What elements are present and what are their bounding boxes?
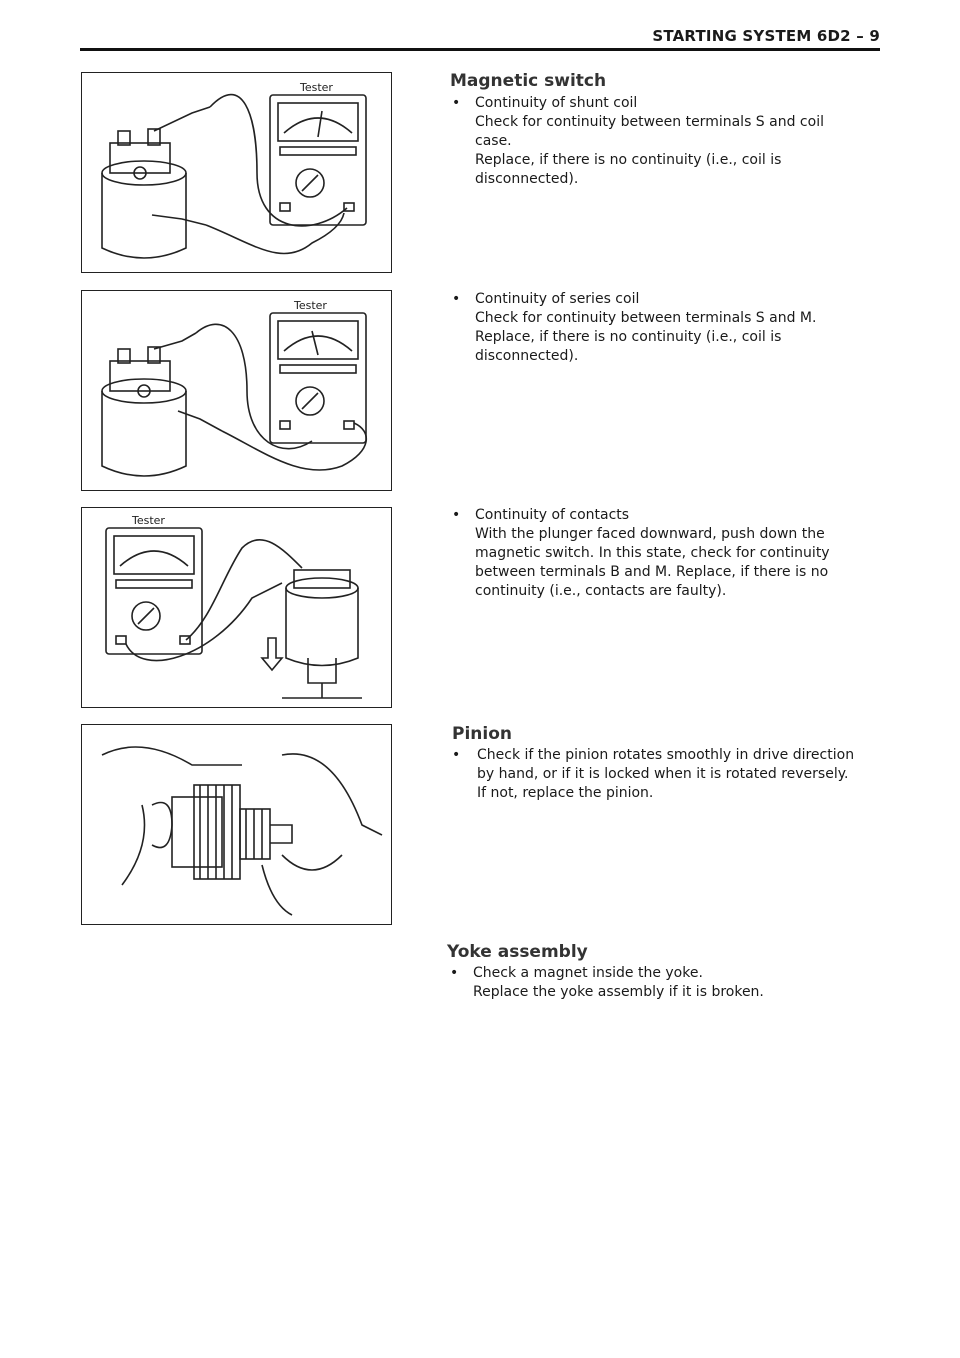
tester-label: Tester [132, 514, 165, 527]
shunt-coil-text [475, 94, 824, 189]
figure-shunt-coil-test [81, 72, 392, 273]
pinion-heading: Pinion [452, 724, 512, 744]
header-rule [80, 48, 880, 51]
text-line: Continuity of contacts [475, 507, 630, 523]
figure-pinion-check [81, 724, 392, 925]
text-line: continuity (i.e., contacts are faulty). [475, 583, 727, 599]
tester-label: Tester [294, 299, 327, 312]
series-coil-item [452, 290, 880, 370]
text-line: Continuity of series coil [475, 291, 640, 307]
yoke-text [473, 964, 764, 1002]
bullet-dot: • [452, 291, 461, 307]
text-line: Check for continuity between terminals S and M. [475, 310, 817, 326]
text-line: If not, replace the pinion. [477, 785, 654, 801]
pinion-text [477, 746, 854, 803]
figure-contacts-test [81, 507, 392, 708]
text-line: Check for continuity between terminals S and coil [475, 114, 824, 130]
text-line: Continuity of shunt coil [475, 95, 638, 111]
tester-label: Tester [300, 81, 333, 94]
text-line: case. [475, 133, 512, 149]
text-line: Check a magnet inside the yoke. [473, 965, 703, 981]
text-line: between terminals B and M. Replace, if there is no [475, 564, 829, 580]
figure-series-coil-test [81, 290, 392, 491]
text-line: magnetic switch. In this state, check for continuity [475, 545, 830, 561]
page-header-title: STARTING SYSTEM 6D2 – 9 [652, 27, 880, 45]
text-line: Replace, if there is no continuity (i.e., coil is [475, 152, 782, 168]
contacts-item [452, 506, 880, 606]
text-line: Replace the yoke assembly if it is broken. [473, 984, 764, 1000]
text-line: disconnected). [475, 171, 579, 187]
magnetic-switch-heading: Magnetic switch [450, 71, 607, 91]
shunt-coil-item [452, 94, 880, 194]
text-line: Replace, if there is no continuity (i.e., coil is [475, 329, 782, 345]
text-line: by hand, or if it is locked when it is rotated reversely. [477, 766, 849, 782]
yoke-assembly-heading: Yoke assembly [447, 942, 588, 962]
bullet-dot: • [452, 507, 461, 523]
contacts-text [475, 506, 830, 601]
series-coil-illustration [82, 291, 391, 490]
text-line: Check if the pinion rotates smoothly in drive direction [477, 747, 855, 763]
bullet-dot: • [452, 747, 461, 763]
shunt-coil-illustration [82, 73, 391, 272]
pinion-hands-illustration [82, 725, 391, 924]
yoke-item [450, 964, 878, 1004]
text-line: With the plunger faced downward, push down the [475, 526, 825, 542]
text-line: disconnected). [475, 348, 579, 364]
bullet-dot: • [450, 965, 459, 981]
series-coil-text [475, 290, 816, 366]
contacts-illustration [82, 508, 391, 707]
bullet-dot: • [452, 95, 461, 111]
pinion-item [452, 746, 880, 806]
